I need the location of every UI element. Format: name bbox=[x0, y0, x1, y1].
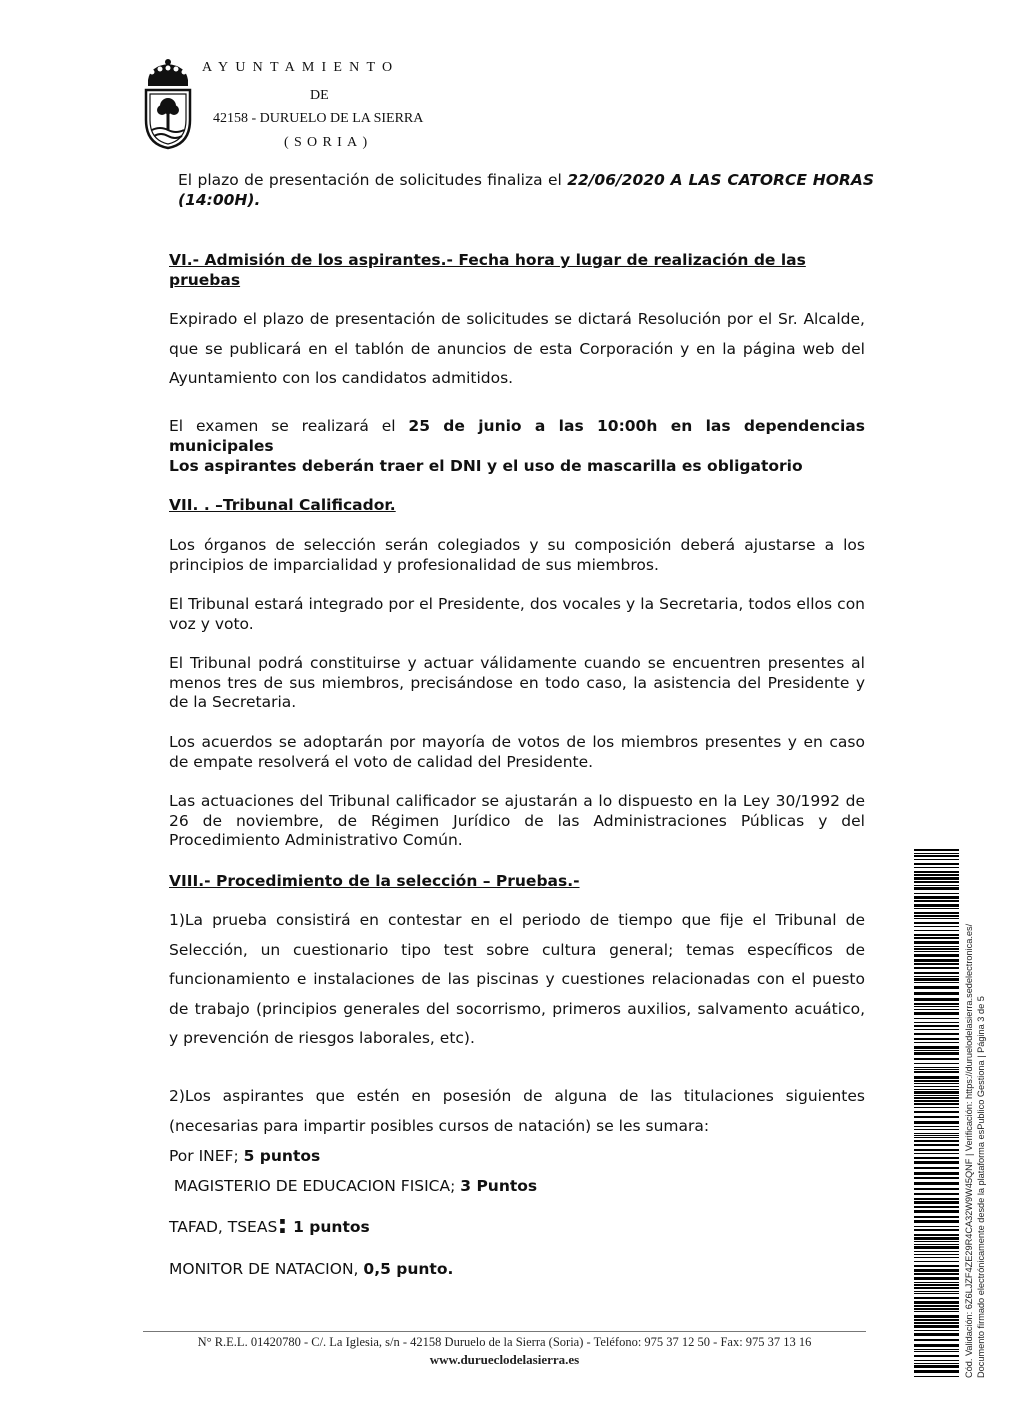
section-8-paragraph-1-first-line: 1)La prueba consistirá en contestar en el periodo de tiempo que fije el Tribunal bbox=[169, 911, 837, 929]
barcode-bar bbox=[914, 930, 959, 931]
barcode-bar bbox=[914, 941, 959, 944]
section-8-paragraph-1 bbox=[169, 906, 865, 1054]
barcode-bar bbox=[914, 1261, 959, 1262]
barcode-bar bbox=[914, 1006, 959, 1007]
barcode-bar bbox=[914, 1265, 959, 1267]
barcode-bar bbox=[914, 1177, 959, 1179]
qualification-item bbox=[169, 1259, 865, 1279]
section-7-paragraph-5: Las actuaciones del Tribunal calificador se ajustarán a lo dispuesto en la Ley 30/1992 de 26 de noviembre, de Régimen Jurídico de las Administraciones Públicas y del Procedimiento Administrativo Común. bbox=[169, 792, 865, 849]
barcode-bar bbox=[914, 1129, 959, 1130]
qualification-label: Por INEF; bbox=[169, 1147, 244, 1165]
barcode-bar bbox=[914, 976, 959, 977]
barcode-bar bbox=[914, 1025, 959, 1027]
barcode-bar bbox=[914, 1284, 959, 1286]
barcode-bar bbox=[914, 954, 959, 957]
section-7-paragraph-3: El Tribunal podrá constituirse y actuar válidamente cuando se encuentren presentes al menos tres de sus miembros, precisándose en todo caso, la asistencia del Presidente y de la Secretaria. bbox=[169, 654, 865, 711]
barcode-bar bbox=[914, 1351, 959, 1352]
barcode-bar bbox=[914, 1229, 959, 1231]
qualification-item bbox=[169, 1176, 865, 1196]
barcode-bar bbox=[914, 1153, 959, 1154]
barcode-bar bbox=[914, 1269, 959, 1272]
barcode-bar bbox=[914, 893, 959, 894]
barcode-bar bbox=[914, 1046, 959, 1049]
footer-website: www.durueclodelasierra.es bbox=[429, 1352, 580, 1367]
section-8-heading: VIII.- Procedimiento de la selección – Pruebas.- bbox=[169, 872, 580, 890]
exam-date-paragraph bbox=[169, 416, 865, 456]
barcode-bar bbox=[914, 1137, 959, 1138]
barcode-bar bbox=[914, 1063, 959, 1064]
barcode-bar bbox=[914, 959, 959, 962]
barcode-bar bbox=[914, 1257, 959, 1258]
barcode-bar bbox=[914, 1360, 959, 1361]
barcode-bar bbox=[914, 849, 959, 851]
barcode-bar bbox=[914, 1355, 959, 1357]
barcode-bar bbox=[914, 998, 959, 1001]
barcode-bar bbox=[914, 992, 959, 995]
barcode-bar bbox=[914, 1220, 959, 1223]
barcode-bar bbox=[914, 1042, 959, 1043]
barcode-bar bbox=[914, 946, 959, 947]
exam-requirements-note: Los aspirantes deberán traer el DNI y el uso de mascarilla es obligatorio bbox=[169, 457, 803, 475]
barcode-bar bbox=[914, 1029, 959, 1030]
barcode-bar bbox=[914, 874, 959, 876]
barcode-bar bbox=[914, 885, 959, 886]
barcode-bar bbox=[914, 1089, 959, 1090]
barcode-bar bbox=[914, 1050, 959, 1051]
barcode-bar bbox=[914, 922, 959, 924]
barcode-bar bbox=[914, 1161, 959, 1164]
barcode-bar bbox=[914, 1033, 959, 1035]
footer-address: N° R.E.L. 01420780 - C/. La Iglesia, s/n - 42158 Duruelo de la Sierra (Soria) - Teléfono: 975 37 12 50 - Fax: 975 37 13 16 bbox=[197, 1335, 812, 1349]
barcode-bar bbox=[914, 900, 959, 902]
barcode-bar bbox=[914, 877, 959, 880]
validation-barcode-icon bbox=[914, 849, 959, 1379]
barcode-bar bbox=[914, 1038, 959, 1040]
barcode-bar bbox=[914, 1080, 959, 1082]
barcode-bar bbox=[914, 937, 959, 939]
section-6-paragraph-1: Expirado el plazo de presentación de solicitudes se dictará Resolución por el Sr. Alcalde, que se publicará en el tablón de anuncios de esta Corporación y en la página web del Ayuntamiento con los candidatos admitidos. bbox=[169, 310, 865, 387]
barcode-bar bbox=[914, 1273, 959, 1275]
section-7-paragraph-4: Los acuerdos se adoptarán por mayoría de votos de los miembros presentes y en caso de empate resolverá el voto de calidad del Presidente. bbox=[169, 733, 865, 771]
barcode-bar bbox=[914, 1291, 959, 1292]
qualification-item bbox=[169, 1146, 865, 1166]
barcode-bar bbox=[914, 1133, 959, 1134]
barcode-bar bbox=[914, 1091, 959, 1094]
exam-date-details: 25 de junio a las 10:00h en las dependencias municipales bbox=[169, 417, 865, 455]
barcode-bar bbox=[914, 1135, 959, 1136]
barcode-bar bbox=[914, 1167, 959, 1169]
footer-divider bbox=[143, 1331, 866, 1332]
section-8-paragraph-1-rest: de Selección, un cuestionario tipo test sobre cultura general; temas específicos de funcionamiento e instalaciones de las piscinas y cuestiones relacionadas con el puesto de trabajo (principios generales del socorrismo, primeros auxilios, salvamento acuático, y prevención de riesgos laborales, etc). bbox=[169, 911, 866, 1047]
barcode-bar bbox=[914, 1022, 959, 1023]
section-8-paragraph-2: 2)Los aspirantes que estén en posesión de alguna de las titulaciones siguientes (necesarias para impartir posibles cursos de natación) se les sumara: bbox=[169, 1087, 865, 1135]
barcode-bar bbox=[914, 1244, 959, 1245]
barcode-bar bbox=[914, 1172, 959, 1175]
barcode-bar bbox=[914, 1157, 959, 1159]
barcode-bar bbox=[914, 1121, 959, 1124]
barcode-bar bbox=[914, 1305, 959, 1307]
barcode-bar bbox=[914, 1100, 959, 1102]
verification-code-line: Cód. Validación: 6Z6LJZF4ZE29R4CA32W9W45QNF | Verificación: https://duruelodelasierra.sedelectronica.es/ bbox=[964, 923, 974, 1378]
barcode-bar bbox=[914, 908, 959, 909]
barcode-bar bbox=[914, 1333, 959, 1336]
barcode-bar bbox=[914, 948, 959, 950]
header-line-province: (SORIA) bbox=[284, 135, 373, 150]
qualification-points: 0,5 punto. bbox=[363, 1260, 454, 1278]
qualification-points: 3 Puntos bbox=[460, 1177, 538, 1195]
barcode-bar bbox=[914, 1315, 959, 1318]
barcode-bar bbox=[914, 1097, 959, 1099]
barcode-bar bbox=[914, 1193, 959, 1195]
barcode-bar bbox=[914, 1095, 959, 1096]
barcode-bar bbox=[914, 1287, 959, 1289]
barcode-bar bbox=[914, 1308, 959, 1310]
barcode-bar bbox=[914, 1319, 959, 1321]
barcode-bar bbox=[914, 1241, 959, 1242]
barcode-bar bbox=[914, 1149, 959, 1151]
barcode-bar bbox=[914, 1052, 959, 1055]
barcode-bar bbox=[914, 1188, 959, 1190]
section-6-heading: VI.- Admisión de los aspirantes.- Fecha hora y lugar de realización de las pruebas bbox=[169, 251, 806, 289]
barcode-bar bbox=[914, 1206, 959, 1208]
barcode-bar bbox=[914, 1069, 959, 1070]
verification-signature-line: Documento firmado electrónicamente desde la plataforma esPublico Gestiona | Página 3 de 5 bbox=[975, 996, 986, 1378]
barcode-bar bbox=[914, 871, 959, 873]
barcode-bar bbox=[914, 912, 959, 914]
qualification-points: 5 puntos bbox=[243, 1147, 321, 1165]
barcode-bar bbox=[914, 1144, 959, 1146]
barcode-bar bbox=[914, 1363, 959, 1364]
qualification-points: 1 puntos bbox=[287, 1218, 370, 1236]
barcode-bar bbox=[914, 978, 959, 981]
qualification-label: MONITOR DE NATACION, bbox=[169, 1260, 364, 1278]
barcode-bar bbox=[914, 1344, 959, 1347]
municipal-coat-of-arms-icon bbox=[142, 58, 194, 150]
verification-stamp bbox=[964, 778, 998, 1378]
barcode-bar bbox=[914, 1107, 959, 1108]
barcode-bar bbox=[914, 1083, 959, 1084]
barcode-bar bbox=[914, 1349, 959, 1350]
barcode-bar bbox=[914, 982, 959, 983]
barcode-bar bbox=[914, 1311, 959, 1312]
barcode-bar bbox=[914, 1246, 959, 1249]
barcode-bar bbox=[914, 1140, 959, 1142]
section-7-paragraph-1: Los órganos de selección serán colegiados y su composición deberá ajustarse a los principios de imparcialidad y profesionalidad de sus miembros. bbox=[169, 536, 865, 574]
barcode-bar bbox=[914, 1126, 959, 1127]
barcode-bar bbox=[914, 1216, 959, 1218]
barcode-bar bbox=[914, 1293, 959, 1294]
deadline-text: El plazo de presentación de solicitudes finaliza el bbox=[178, 171, 568, 189]
barcode-bar bbox=[914, 1251, 959, 1252]
barcode-bar bbox=[914, 1210, 959, 1213]
barcode-bar bbox=[914, 867, 959, 868]
barcode-bar bbox=[914, 1365, 959, 1368]
barcode-bar bbox=[914, 859, 959, 860]
barcode-bar bbox=[914, 972, 959, 974]
barcode-bar bbox=[914, 934, 959, 936]
barcode-bar bbox=[914, 1325, 959, 1328]
barcode-bar bbox=[914, 1282, 959, 1283]
barcode-bar bbox=[914, 1234, 959, 1236]
barcode-bar bbox=[914, 986, 959, 989]
barcode-bar bbox=[914, 1370, 959, 1373]
barcode-bar bbox=[914, 1076, 959, 1079]
barcode-bar bbox=[914, 887, 959, 890]
barcode-bar bbox=[914, 1254, 959, 1255]
qualification-item bbox=[169, 1210, 865, 1240]
barcode-bar bbox=[914, 855, 959, 857]
barcode-bar bbox=[914, 1339, 959, 1341]
barcode-bar bbox=[914, 1116, 959, 1118]
exam-date-prefix: El examen se realizará el bbox=[169, 417, 409, 435]
header-line-address: 42158 - DURUELO DE LA SIERRA bbox=[213, 111, 424, 126]
barcode-bar bbox=[914, 1201, 959, 1204]
barcode-bar bbox=[914, 1330, 959, 1331]
barcode-bar bbox=[914, 1301, 959, 1304]
barcode-bar bbox=[914, 1182, 959, 1185]
barcode-bar bbox=[914, 1376, 959, 1377]
qualification-label: TAFAD, TSEAS bbox=[169, 1218, 278, 1236]
deadline-date: 22/06/2020 A LAS CATORCE HORAS (14:00H). bbox=[178, 171, 874, 209]
deadline-paragraph bbox=[178, 170, 874, 210]
barcode-bar bbox=[914, 881, 959, 883]
barcode-bar bbox=[914, 1237, 959, 1240]
section-7-heading: VII. . –Tribunal Calificador. bbox=[169, 496, 396, 514]
barcode-bar bbox=[914, 1277, 959, 1280]
barcode-bar bbox=[914, 863, 959, 865]
barcode-bar bbox=[914, 926, 959, 927]
barcode-bar bbox=[914, 951, 959, 952]
qualification-separator: : bbox=[277, 1210, 288, 1240]
header-line-de: DE bbox=[310, 88, 329, 103]
barcode-bar bbox=[914, 918, 959, 919]
header-line-ayuntamiento: AYUNTAMIENTO bbox=[202, 60, 400, 75]
qualification-label: MAGISTERIO DE EDUCACION FISICA; bbox=[169, 1177, 461, 1195]
barcode-bar bbox=[914, 1071, 959, 1073]
barcode-bar bbox=[914, 904, 959, 907]
barcode-bar bbox=[914, 915, 959, 917]
barcode-bar bbox=[914, 1103, 959, 1105]
barcode-bar bbox=[914, 1198, 959, 1200]
barcode-bar bbox=[914, 1058, 959, 1060]
barcode-bar bbox=[914, 1226, 959, 1227]
barcode-bar bbox=[914, 1086, 959, 1087]
barcode-bar bbox=[914, 853, 959, 854]
barcode-bar bbox=[914, 1111, 959, 1113]
barcode-bar bbox=[914, 967, 959, 969]
barcode-bar bbox=[914, 896, 959, 899]
barcode-bar bbox=[914, 1003, 959, 1005]
barcode-bar bbox=[914, 1067, 959, 1068]
barcode-bar bbox=[914, 1018, 959, 1019]
barcode-bar bbox=[914, 1297, 959, 1299]
barcode-bar bbox=[914, 1012, 959, 1015]
barcode-bar bbox=[914, 963, 959, 965]
section-7-paragraph-2: El Tribunal estará integrado por el Presidente, dos vocales y la Secretaria, todos ellos con voz y voto. bbox=[169, 595, 865, 633]
barcode-bar bbox=[914, 1322, 959, 1324]
barcode-bar bbox=[914, 1009, 959, 1010]
